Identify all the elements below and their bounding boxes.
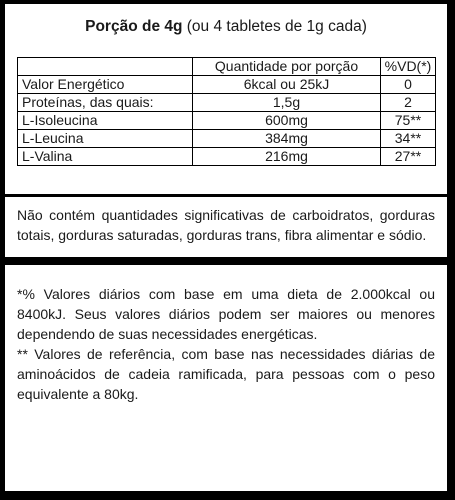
serving-size-bold: Porção de 4g <box>85 18 183 35</box>
daily-values-footnote: *% Valores diários com base em uma dieta de 2.000kcal ou 8400kJ. Seus valores diários podem ser maiores ou menores dependendo de suas necessidades energéticas. <box>17 286 435 342</box>
header-blank-cell <box>18 58 193 76</box>
table-row <box>18 94 436 112</box>
nutrient-amount: 1,5g <box>193 94 381 112</box>
daily-value-header: %VD(*) <box>381 58 436 76</box>
nutrition-table <box>17 57 436 166</box>
nutrient-amount: 384mg <box>193 130 381 148</box>
nutrient-name: L-Isoleucina <box>18 112 193 130</box>
serving-size-detail: (ou 4 tabletes de 1g cada) <box>182 18 367 35</box>
table-row <box>18 148 436 166</box>
reference-values-footnote: ** Valores de referência, com base nas necessidades diárias de aminoácidos de cadeia ramificada, para pessoas com o peso equivalente a 80kg. <box>17 346 435 402</box>
amount-per-serving-header: Quantidade por porção <box>193 58 381 76</box>
insignificant-amounts-notice: Não contém quantidades significativas de carboidratos, gorduras totais, gorduras saturadas, gorduras trans, fibra alimentar e sódio. <box>17 207 435 243</box>
table-header-row <box>18 58 436 76</box>
nutrient-daily-value: 34** <box>381 130 436 148</box>
nutrient-name: L-Valina <box>18 148 193 166</box>
serving-size-title <box>5 18 447 36</box>
footnotes-panel <box>5 265 447 491</box>
nutrient-name: Proteínas, das quais: <box>18 94 193 112</box>
table-row <box>18 76 436 94</box>
nutrient-daily-value: 0 <box>381 76 436 94</box>
nutrient-daily-value: 75** <box>381 112 436 130</box>
nutrient-name: L-Leucina <box>18 130 193 148</box>
nutrient-amount: 600mg <box>193 112 381 130</box>
nutrient-name: Valor Energético <box>18 76 193 94</box>
nutrient-daily-value: 27** <box>381 148 436 166</box>
nutrient-amount: 6kcal ou 25kJ <box>193 76 381 94</box>
insignificant-amounts-panel <box>5 197 447 257</box>
table-row <box>18 112 436 130</box>
nutrition-table-panel <box>5 4 447 194</box>
table-row <box>18 130 436 148</box>
nutrient-amount: 216mg <box>193 148 381 166</box>
nutrient-daily-value: 2 <box>381 94 436 112</box>
